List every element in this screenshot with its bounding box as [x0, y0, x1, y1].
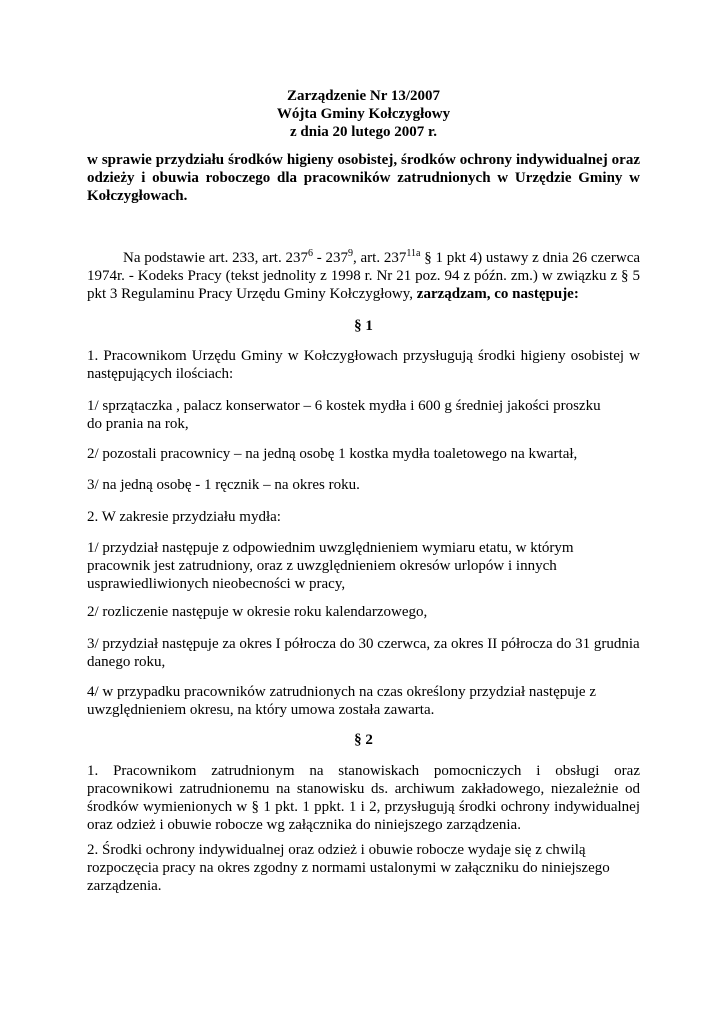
preamble-sup-3: 11a	[406, 248, 421, 259]
section-1-paragraph: 3/ na jedną osobę - 1 ręcznik – na okres roku.	[87, 477, 360, 493]
preamble-text-1: Na podstawie art. 233, art. 237	[123, 250, 308, 266]
section-1-paragraph: 2/ rozliczenie następuje w okresie roku kalendarzowego,	[87, 604, 428, 620]
section-1-paragraph: 3/ przydział następuje za okres I półrocza do 30 czerwca, za okres II półrocza do 31 grudnia danego roku,	[87, 636, 640, 670]
section-1-heading: § 1	[354, 318, 373, 334]
section-1-paragraph: 2/ pozostali pracownicy – na jedną osobę 1 kostka mydła toaletowego na kwartał,	[87, 446, 578, 462]
preamble-sup-1: 6	[308, 248, 313, 259]
preamble-text-3: , art. 237	[353, 250, 407, 266]
section-1-paragraph: 1. Pracownikom Urzędu Gminy w Kołczygłowach przysługują środki higieny osobistej w następujących ilościach:	[87, 348, 640, 382]
preamble-text-4: § 1 pkt 4) ustawy z dnia 26 czerwca 1974r. - Kodeks Pracy (tekst jednolity z 1998 r. Nr 21 poz. 94 z późn. zm.) w związku z § 5 pkt 3 Regulaminu Pracy Urzędu Gminy Kołczygłowy,	[87, 250, 641, 302]
header-issuer: Wójta Gminy Kołczygłowy	[276, 106, 451, 122]
section-1-paragraph: 4/ w przypadku pracowników zatrudnionych na czas określony przydział następuje z uwzględnieniem okresu, na który umowa została zawarta.	[87, 684, 596, 718]
preamble	[87, 249, 640, 303]
preamble-bold-end: zarządzam, co następuje:	[416, 286, 579, 302]
section-1-paragraph: 1/ sprzątaczka , palacz konserwator – 6 kostek mydła i 600 g średniej jakości proszku do prania na rok,	[87, 398, 601, 432]
section-2-paragraph: 1. Pracownikom zatrudnionym na stanowiskach pomocniczych i obsługi oraz pracownikowi zatrudnionemu na stanowisku ds. archiwum zakładowego, niezależnie od środków wymienionych w § 1 pkt. 1 ppkt. 1 i 2, przysługują środki ochrony indywidualnej oraz odzież i obuwie robocze wg załącznika do niniejszego zarządzenia.	[87, 763, 640, 833]
section-2-heading: § 2	[354, 732, 373, 748]
section-1-paragraph: 2. W zakresie przydziału mydła:	[87, 509, 281, 525]
document-subject: w sprawie przydziału środków higieny osobistej, środków ochrony indywidualnej oraz odzieży i obuwia roboczego dla pracowników zatrudnionych w Urzędzie Gminy w Kołczygłowach.	[87, 152, 640, 204]
section-1-paragraph: 1/ przydział następuje z odpowiednim uwzględnieniem wymiaru etatu, w którym pracownik jest zatrudniony, oraz z uwzględnieniem okresów urlopów i innych usprawiedliwionych nieobecności w pracy,	[87, 540, 574, 592]
document-header	[87, 87, 640, 141]
header-title: Zarządzenie Nr 13/2007	[286, 88, 441, 104]
preamble-sup-2: 9	[348, 248, 354, 259]
header-date: z dnia 20 lutego 2007 r.	[290, 124, 437, 140]
preamble-text-2: - 237	[313, 250, 349, 266]
section-2-paragraph: 2. Środki ochrony indywidualnej oraz odzież i obuwie robocze wydaje się z chwilą rozpoczęcia pracy na okres zgodny z normami ustalonymi w załączniku do niniejszego zarządzenia.	[87, 842, 610, 894]
